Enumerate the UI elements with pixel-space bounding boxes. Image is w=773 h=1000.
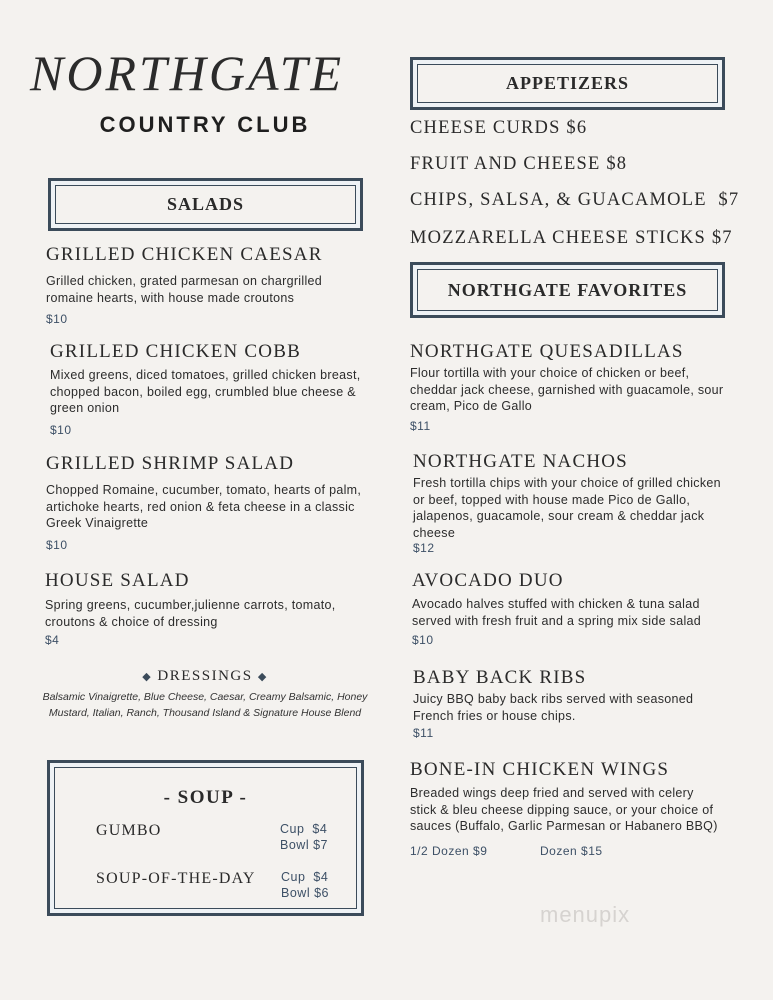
item-name: BABY BACK RIBS (413, 667, 587, 688)
dressings-heading (48, 668, 362, 685)
soup-cup-price: Cup $4 (280, 822, 328, 836)
club-name: NORTHGATE (30, 45, 345, 101)
item-price: $11 (410, 418, 431, 433)
appetizers-heading: APPETIZERS (417, 64, 718, 103)
appetizer-item: FRUIT AND CHEESE $8 (410, 154, 628, 174)
menu-item (410, 759, 732, 860)
item-price-half-dozen: 1/2 Dozen $9 (410, 843, 488, 858)
menu-item (46, 244, 366, 326)
soup-heading: - SOUP - (163, 787, 248, 808)
soup-cup-price: Cup $4 (281, 870, 329, 884)
item-description: Spring greens, cucumber,julienne carrots, tomato, croutons & choice of dressing (45, 598, 336, 629)
soup-name: SOUP-OF-THE-DAY (96, 870, 256, 887)
favorites-heading: NORTHGATE FAVORITES (417, 269, 718, 311)
menu-item (413, 451, 731, 555)
item-name: GRILLED CHICKEN CAESAR (46, 244, 323, 265)
item-price: $12 (413, 541, 435, 555)
soup-bowl-price: Bowl $7 (280, 838, 328, 852)
menu-item (50, 341, 368, 437)
item-name: NORTHGATE NACHOS (413, 451, 628, 472)
item-name: NORTHGATE QUESADILLAS (410, 341, 684, 362)
salads-heading: SALADS (55, 185, 356, 224)
item-price: $10 (50, 422, 72, 437)
item-price: $4 (45, 633, 60, 647)
menu-item (412, 570, 732, 647)
item-description: Flour tortilla with your choice of chicken or beef, cheddar jack cheese, garnished with guacamole, sour cream, Pico de Gallo (410, 366, 724, 413)
club-subtitle: COUNTRY CLUB (99, 112, 311, 137)
appetizer-item: CHIPS, SALSA, & GUACAMOLE $7 (410, 190, 740, 210)
menu-item (413, 667, 731, 740)
diamond-icon: ◆ (257, 671, 268, 683)
appetizer-item: CHEESE CURDS $6 (410, 118, 588, 138)
item-description: Chopped Romaine, cucumber, tomato, hearts of palm, artichoke hearts, red onion & feta cheese in a classic Greek Vinaigrette (46, 483, 362, 530)
salads-heading-box (48, 178, 363, 231)
item-description: Mixed greens, diced tomatoes, grilled chicken breast, chopped bacon, boiled egg, crumbled blue cheese & green onion (50, 368, 361, 415)
soup-bowl-price: Bowl $6 (281, 886, 329, 900)
item-price: $10 (412, 633, 434, 647)
appetizers-heading-box (410, 57, 725, 110)
item-price-dozen: Dozen $15 (540, 843, 603, 858)
diamond-icon: ◆ (142, 671, 153, 683)
menu-item (410, 341, 728, 433)
item-description: Breaded wings deep fried and served with celery stick & bleu cheese dipping sauce, or your choice of sauces (Buffalo, Garlic Parmesan or Habanero BBQ) (410, 786, 718, 833)
item-description: Avocado halves stuffed with chicken & tuna salad served with fresh fruit and a spring mix side salad (412, 597, 702, 628)
item-price: $11 (413, 726, 434, 740)
item-description: Fresh tortilla chips with your choice of grilled chicken or beef, topped with house made Pico de Gallo, jalapenos, guacamole, sour cream & cheddar jack cheese (413, 476, 721, 540)
dressings-title: DRESSINGS (157, 668, 253, 684)
item-name: BONE-IN CHICKEN WINGS (410, 759, 670, 780)
item-name: HOUSE SALAD (45, 570, 190, 591)
menu-item (45, 570, 365, 647)
item-price: $10 (46, 537, 68, 552)
item-name: GRILLED CHICKEN COBB (50, 341, 301, 362)
item-name: GRILLED SHRIMP SALAD (46, 453, 295, 474)
item-name: AVOCADO DUO (412, 570, 564, 591)
soup-name: GUMBO (96, 822, 162, 839)
favorites-heading-box (410, 262, 725, 318)
item-description: Grilled chicken, grated parmesan on chargrilled romaine hearts, with house made croutons (46, 274, 323, 305)
dressings-list: Balsamic Vinaigrette, Blue Cheese, Caesar, Creamy Balsamic, Honey Mustard, Italian, Ranch, Thousand Island & Signature House Blend (42, 691, 368, 719)
item-price: $10 (46, 312, 68, 326)
watermark-logo: menupix (540, 902, 631, 927)
menu-item (46, 453, 366, 552)
appetizer-item: MOZZARELLA CHEESE STICKS $7 (410, 228, 733, 248)
item-description: Juicy BBQ baby back ribs served with seasoned French fries or house chips. (413, 692, 694, 723)
soup-box (47, 760, 364, 916)
